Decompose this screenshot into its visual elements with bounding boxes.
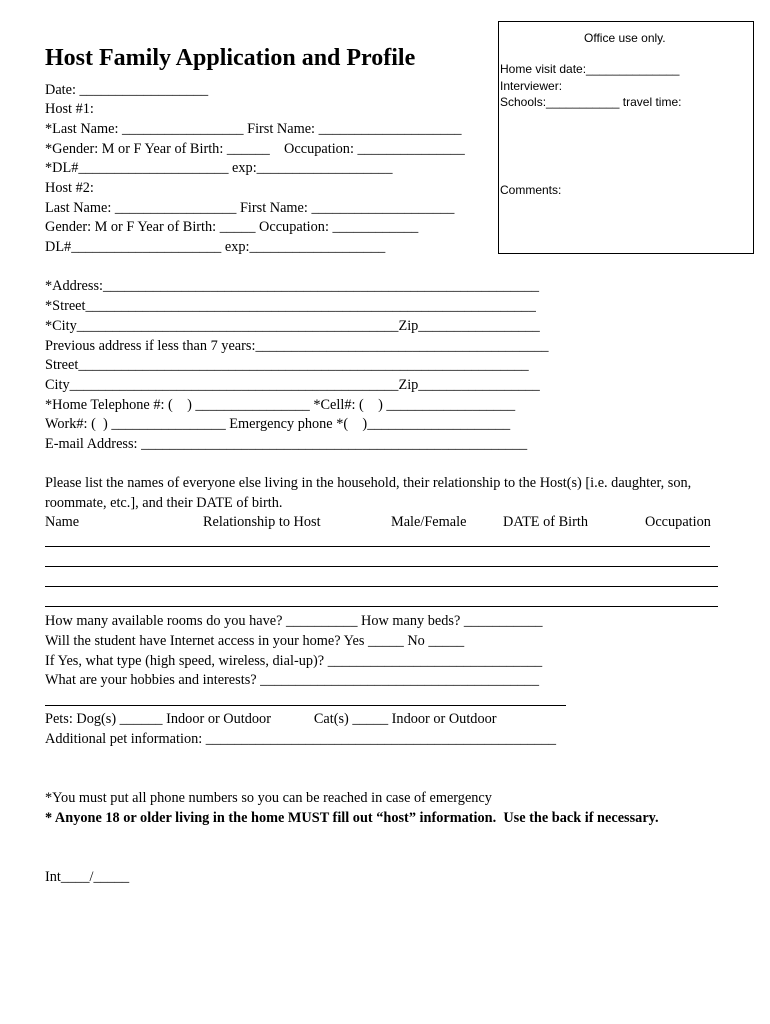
address-field[interactable]: *Address:_____________________________________________________________ [45,278,540,294]
interviewer-field[interactable]: Interviewer: [500,79,563,93]
host2-label: Host #2: [45,180,94,196]
host1-gender-fields[interactable]: *Gender: M or F Year of Birth: ______ Occupation: _______________ [45,141,465,157]
column-header-occupation: Occupation [645,514,711,530]
street-field[interactable]: *Street_______________________________________________________________ [45,298,536,314]
date-field[interactable]: Date: __________________ [45,82,209,98]
home-cell-phone-field[interactable]: *Home Telephone #: ( ) ________________ *Cell#: ( ) __________________ [45,397,516,413]
internet-question[interactable]: Will the student have Internet access in your home? Yes _____ No _____ [45,633,465,649]
column-header-dob: DATE of Birth [503,514,588,530]
hobbies-extra-line[interactable] [45,705,566,706]
household-row-line[interactable] [45,566,718,567]
office-use-box [498,21,754,254]
home-visit-date-field[interactable]: Home visit date:______________ [500,62,680,76]
previous-address-field[interactable]: Previous address if less than 7 years:_________________________________________ [45,338,549,354]
schools-field[interactable]: Schools:___________ travel time: [500,95,682,109]
additional-pet-info-field[interactable]: Additional pet information: _________________________________________________ [45,731,557,747]
column-header-name: Name [45,514,80,530]
office-header: Office use only. [584,31,666,45]
host1-name-fields[interactable]: *Last Name: _________________ First Name: ____________________ [45,121,462,137]
work-emergency-phone-field[interactable]: Work#: ( ) ________________ Emergency phone *( )____________________ [45,416,511,432]
pets-field[interactable]: Pets: Dog(s) ______ Indoor or Outdoor Cat(s) _____ Indoor or Outdoor [45,711,497,727]
rooms-beds-question[interactable]: How many available rooms do you have? __________ How many beds? ___________ [45,613,543,629]
phone-note: *You must put all phone numbers so you can be reached in case of emergency [45,790,492,806]
previous-city-zip-field[interactable]: City______________________________________________Zip_________________ [45,377,540,393]
household-row-line[interactable] [45,606,718,607]
host2-dl-fields[interactable]: DL#_____________________ exp:___________________ [45,239,386,255]
page-title: Host Family Application and Profile [45,45,416,71]
comments-field[interactable]: Comments: [500,183,562,197]
email-field[interactable]: E-mail Address: ______________________________________________________ [45,436,528,452]
host2-gender-fields[interactable]: Gender: M or F Year of Birth: _____ Occupation: ____________ [45,219,419,235]
host1-dl-fields[interactable]: *DL#_____________________ exp:___________________ [45,160,393,176]
host2-name-fields[interactable]: Last Name: _________________ First Name: ____________________ [45,200,455,216]
household-instructions-line1: Please list the names of everyone else living in the household, their relationship to the Host(s) [i.e. daughter, son, [45,475,692,491]
column-header-gender: Male/Female [391,514,467,530]
household-row-line[interactable] [45,586,718,587]
hobbies-question[interactable]: What are your hobbies and interests? _______________________________________ [45,672,539,688]
internet-type-question[interactable]: If Yes, what type (high speed, wireless, dial-up)? ______________________________ [45,653,543,669]
interviewer-initials-field[interactable]: Int____/_____ [45,869,130,885]
column-header-relationship: Relationship to Host [203,514,321,530]
city-zip-field[interactable]: *City_____________________________________________Zip_________________ [45,318,540,334]
previous-street-field[interactable]: Street_______________________________________________________________ [45,357,529,373]
household-row-line[interactable] [45,546,710,547]
household-instructions-line2: roommate, etc.], and their DATE of birth. [45,495,283,511]
adult-note: * Anyone 18 or older living in the home MUST fill out “host” information. Use the back if necessary. [45,810,659,826]
host1-label: Host #1: [45,101,94,117]
